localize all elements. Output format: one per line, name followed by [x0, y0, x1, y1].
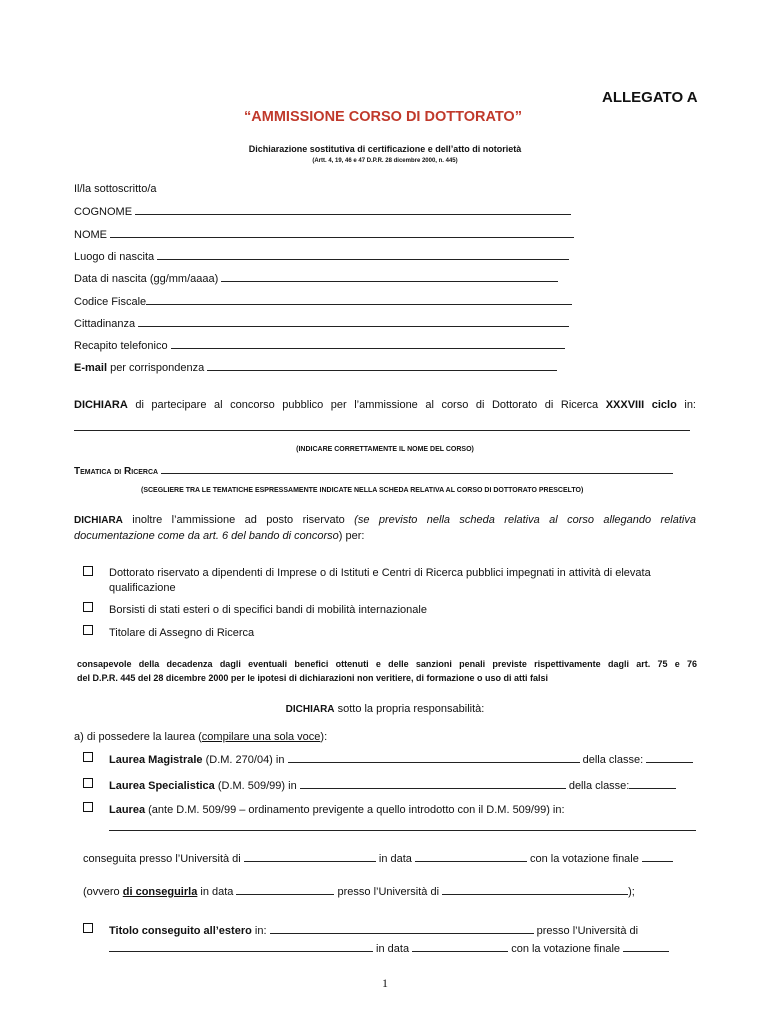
consapevole-text — [77, 659, 697, 669]
nome-field[interactable] — [74, 228, 574, 241]
conseguita-text: conseguita presso l’Università di — [83, 853, 244, 865]
luogo-nascita-field[interactable] — [74, 250, 569, 263]
dichiara-posto-riservato — [74, 514, 696, 526]
data-nascita-field[interactable] — [74, 272, 558, 285]
ciclo-text: XXXVIII ciclo — [605, 399, 677, 411]
tematica-input-line[interactable] — [161, 464, 673, 474]
checkbox-laurea-vecchio-ordinamento[interactable] — [83, 802, 93, 812]
laurea-intro-text: a) di possedere la laurea ( — [74, 731, 202, 743]
dichiara2-line2-italic: documentazione come da art. 6 del bando di concorso — [74, 530, 339, 542]
conseguita-data-input[interactable] — [415, 852, 527, 862]
dichiara2-line2 — [74, 530, 364, 542]
laurea-magistrale-classe: della classe: — [579, 754, 647, 766]
codice-fiscale-field[interactable] — [74, 295, 572, 308]
titolo-estero-input[interactable] — [270, 924, 534, 934]
dichiara2-line2-end: ) per: — [338, 530, 365, 542]
field-label: Cittadinanza — [74, 318, 136, 330]
field-label: Data di nascita (gg/mm/aaaa) — [74, 273, 219, 285]
field-label: Codice Fiscale — [74, 296, 147, 308]
conseguita-universita-input[interactable] — [244, 852, 376, 862]
laurea-magistrale-classe-input[interactable] — [646, 753, 693, 763]
laurea-vecchio-rest: (ante D.M. 509/99 – ordinamento previgente a quello introdotto con il D.M. 509/99) in: — [145, 804, 565, 816]
ovvero-data-label: in data — [197, 886, 237, 898]
dichiara-end: in: — [676, 399, 696, 411]
dichiara-responsabilita — [0, 703, 770, 715]
field-label: Luogo di nascita — [74, 251, 155, 263]
titolo-estero-data-label: in data — [373, 943, 413, 955]
titolo-estero-universita-input[interactable] — [109, 942, 373, 952]
luogo-nascita-input-line[interactable] — [157, 250, 569, 260]
checkbox-laurea-magistrale[interactable] — [83, 752, 93, 762]
laurea-magistrale-rest: (D.M. 270/04) in — [202, 754, 288, 766]
laurea-specialistica-label: Laurea Specialistica — [109, 780, 215, 792]
titolo-estero-rest: in: — [251, 925, 270, 937]
checkbox-laurea-specialistica[interactable] — [83, 778, 93, 788]
recapito-field[interactable] — [74, 339, 565, 352]
cognome-input-line[interactable] — [135, 205, 571, 215]
dichiara-text: di partecipare al concorso pubblico per l’ammissione al corso di Dottorato di Ricerca — [127, 399, 606, 411]
dichiara2-italic: (se previsto nella scheda relativa al corso allegando relativa — [354, 514, 696, 526]
consapevole-line1: consapevole della decadenza dagli eventuali benefici ottenuti e delle sanzioni penali previste rispettivamente dagli art. 75 e 76 — [77, 659, 697, 669]
titolo-estero-universita-label: presso l’Università di — [533, 925, 639, 937]
email-label: E-mail — [74, 362, 108, 374]
laurea-intro-underline: compilare una sola voce — [201, 731, 321, 743]
titolo-estero-row2 — [109, 942, 669, 955]
laurea-magistrale-input-line[interactable] — [288, 753, 580, 763]
titolo-estero-votazione-label: con la votazione finale — [508, 943, 624, 955]
checkbox-dottorato-riservato[interactable] — [83, 566, 93, 576]
conseguita-row — [83, 852, 673, 865]
laurea-specialistica-input-line[interactable] — [300, 779, 566, 789]
laurea-specialistica-rest: (D.M. 509/99) in — [214, 780, 300, 792]
checkbox-titolo-estero[interactable] — [83, 923, 93, 933]
corso-input-line[interactable] — [74, 421, 690, 431]
laurea-specialistica-classe-input[interactable] — [629, 779, 676, 789]
dichiara2-text: inoltre l’ammissione ad posto riservato — [122, 514, 355, 526]
dichiara-partecipazione — [74, 399, 696, 411]
cognome-field[interactable] — [74, 205, 571, 218]
option-dottorato-riservato-line2: qualificazione — [109, 582, 176, 594]
laurea-vecchio-input-line[interactable] — [109, 821, 696, 831]
conseguita-votazione-label: con la votazione finale — [526, 853, 642, 865]
dichiara-bold: DICHIARA — [74, 515, 123, 526]
laurea-magistrale-label: Laurea Magistrale — [109, 754, 203, 766]
dichiara-bold: DICHIARA — [74, 399, 128, 411]
field-label: NOME — [74, 229, 107, 241]
checkbox-borsisti[interactable] — [83, 602, 93, 612]
document-title: “AMMISSIONE CORSO DI DOTTORATO” — [244, 109, 522, 125]
titolo-estero-data-input[interactable] — [412, 942, 508, 952]
laurea-vecchio-row — [109, 804, 565, 816]
laurea-specialistica-row — [109, 779, 676, 792]
titolo-estero-row — [109, 924, 638, 937]
laurea-vecchio-label: Laurea — [109, 804, 146, 816]
legal-reference: (Artt. 4, 19, 46 e 47 D.P.R. 28 dicembre 2000, n. 445) — [312, 158, 458, 164]
field-label: COGNOME — [74, 206, 133, 218]
conseguita-votazione-input[interactable] — [642, 852, 673, 862]
laurea-intro — [74, 731, 327, 743]
titolo-estero-label: Titolo conseguito all’estero — [109, 925, 252, 937]
tematica-field[interactable] — [74, 464, 673, 477]
laurea-specialistica-classe: della classe: — [565, 780, 630, 792]
ovvero-row — [83, 885, 635, 898]
cittadinanza-field[interactable] — [74, 317, 569, 330]
cittadinanza-input-line[interactable] — [138, 317, 569, 327]
field-label: Recapito telefonico — [74, 340, 168, 352]
ovvero-universita-label: presso l’Università di — [334, 886, 443, 898]
allegato-label: ALLEGATO A — [602, 89, 698, 106]
option-borsisti: Borsisti di stati esteri o di specifici bandi di mobilità internazionale — [109, 604, 427, 616]
conseguita-data-label: in data — [375, 853, 415, 865]
tematica-label: Tematica di Ricerca — [74, 466, 159, 477]
nome-input-line[interactable] — [110, 228, 574, 238]
data-nascita-input-line[interactable] — [221, 272, 558, 282]
titolo-estero-votazione-input[interactable] — [623, 942, 669, 952]
ovvero-end: ); — [628, 886, 635, 898]
email-field[interactable] — [74, 361, 557, 374]
page-number: 1 — [382, 976, 388, 990]
dichiara-bold: DICHIARA — [285, 704, 335, 715]
dichiara3-text: sotto la propria responsabilità: — [334, 703, 485, 715]
ovvero-underline: di conseguirla — [122, 886, 198, 898]
ovvero-universita-input[interactable] — [442, 885, 628, 895]
laurea-intro-end: ): — [320, 731, 328, 743]
email-input-line[interactable] — [207, 361, 557, 371]
codice-fiscale-input-line[interactable] — [146, 295, 572, 305]
recapito-input-line[interactable] — [171, 339, 565, 349]
ovvero-text: (ovvero — [83, 886, 123, 898]
email-label-rest: per corrispondenza — [107, 362, 205, 374]
option-dottorato-riservato-line1: Dottorato riservato a dipendenti di Imprese o di Istituti e Centri di Ricerca pubblici impegnati in attività di elevata — [109, 567, 651, 579]
tematica-note: (SCEGLIERE TRA LE TEMATICHE ESPRESSAMENTE INDICATE NELLA SCHEDA RELATIVA AL CORSO DI DOTTORATO PRESCELTO) — [141, 487, 584, 494]
document-subtitle: Dichiarazione sostitutiva di certificazione e dell’atto di notorietà — [248, 144, 522, 154]
laurea-magistrale-row — [109, 753, 693, 766]
intro-text: Il/la sottoscritto/a — [74, 183, 157, 195]
corso-note: (INDICARE CORRETTAMENTE IL NOME DEL CORSO) — [296, 446, 474, 453]
checkbox-assegno-ricerca[interactable] — [83, 625, 93, 635]
consapevole-line2: del D.P.R. 445 del 28 dicembre 2000 per le ipotesi di dichiarazioni non veritiere, di formazione o uso di atti falsi — [77, 673, 548, 683]
option-assegno-ricerca: Titolare di Assegno di Ricerca — [109, 627, 255, 639]
ovvero-data-input[interactable] — [236, 885, 334, 895]
